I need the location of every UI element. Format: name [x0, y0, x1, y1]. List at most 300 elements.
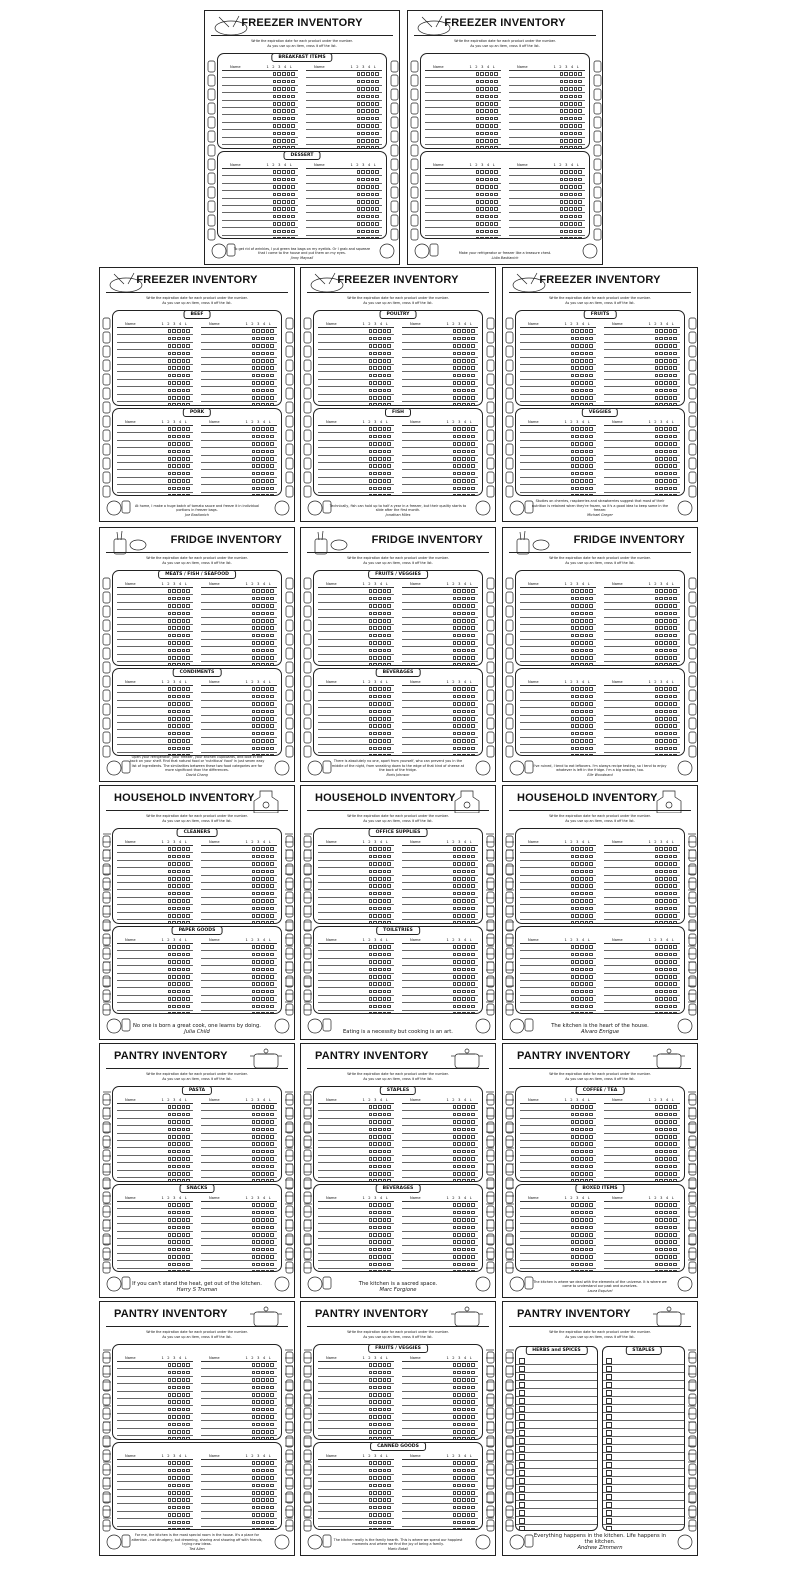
expiration-checkbox[interactable]	[664, 1172, 668, 1176]
expiration-checkbox[interactable]	[252, 604, 256, 608]
expiration-checkbox[interactable]	[664, 1142, 668, 1146]
expiration-checkbox[interactable]	[580, 710, 584, 714]
expiration-checkbox[interactable]	[186, 494, 190, 496]
expiration-checkbox[interactable]	[580, 435, 584, 439]
expiration-checkbox[interactable]	[252, 337, 256, 341]
expiration-checkbox[interactable]	[383, 717, 387, 721]
expiration-checkbox[interactable]	[287, 87, 291, 91]
expiration-checkbox[interactable]	[387, 739, 391, 743]
expiration-checkbox[interactable]	[378, 1270, 382, 1272]
table-row[interactable]	[201, 1003, 277, 1010]
table-row[interactable]	[402, 426, 478, 433]
expiration-checkbox[interactable]	[252, 1105, 256, 1109]
table-row[interactable]	[604, 1246, 680, 1253]
expiration-checkbox[interactable]	[266, 1203, 270, 1207]
expiration-checkbox[interactable]	[571, 1150, 575, 1154]
expiration-checkbox[interactable]	[266, 344, 270, 348]
expiration-checkbox[interactable]	[457, 656, 461, 660]
expiration-checkbox[interactable]	[172, 747, 176, 751]
expiration-checkbox[interactable]	[457, 1203, 461, 1207]
expiration-checkbox[interactable]	[256, 717, 260, 721]
expiration-checkbox[interactable]	[383, 487, 387, 491]
expiration-checkbox[interactable]	[387, 663, 391, 666]
table-row[interactable]	[318, 610, 394, 617]
table-row[interactable]	[306, 213, 382, 220]
table-row[interactable]	[402, 861, 478, 868]
expiration-checkbox[interactable]	[378, 1255, 382, 1259]
expiration-checkbox[interactable]	[574, 200, 578, 204]
expiration-checkbox[interactable]	[266, 389, 270, 393]
table-row[interactable]	[520, 1111, 596, 1118]
expiration-checkbox[interactable]	[387, 1157, 391, 1161]
table-row[interactable]	[402, 1224, 478, 1231]
table-row[interactable]	[201, 868, 277, 875]
expiration-checkbox[interactable]	[467, 717, 471, 721]
expiration-checkbox[interactable]	[261, 732, 265, 736]
expiration-checkbox[interactable]	[261, 739, 265, 743]
expiration-checkbox[interactable]	[186, 945, 190, 949]
expiration-checkbox[interactable]	[266, 754, 270, 756]
expiration-checkbox[interactable]	[574, 139, 578, 143]
expiration-checkbox[interactable]	[580, 1165, 584, 1169]
expiration-checkbox[interactable]	[383, 1430, 387, 1434]
expiration-checkbox[interactable]	[467, 1461, 471, 1465]
expiration-checkbox[interactable]	[673, 1240, 677, 1244]
expiration-checkbox[interactable]	[574, 132, 578, 136]
expiration-checkbox[interactable]	[168, 337, 172, 341]
expiration-checkbox[interactable]	[177, 968, 181, 972]
expiration-checkbox[interactable]	[659, 472, 663, 476]
table-row[interactable]	[318, 701, 394, 708]
expiration-checkbox[interactable]	[369, 1506, 373, 1510]
expiration-checkbox[interactable]	[664, 921, 668, 924]
table-row[interactable]	[318, 686, 394, 693]
expiration-checkbox[interactable]	[270, 1476, 274, 1480]
expiration-checkbox[interactable]	[589, 975, 593, 979]
expiration-checkbox[interactable]	[177, 1142, 181, 1146]
table-row[interactable]	[318, 463, 394, 470]
expiration-checkbox[interactable]	[182, 899, 186, 903]
expiration-checkbox[interactable]	[261, 1363, 265, 1367]
expiration-checkbox[interactable]	[177, 907, 181, 911]
expiration-checkbox[interactable]	[471, 862, 475, 866]
table-row[interactable]	[201, 876, 277, 883]
table-row[interactable]	[402, 640, 478, 647]
expiration-checkbox[interactable]	[575, 604, 579, 608]
expiration-checkbox[interactable]	[369, 968, 373, 972]
expiration-checkbox[interactable]	[457, 403, 461, 406]
expiration-checkbox[interactable]	[462, 589, 466, 593]
expiration-checkbox[interactable]	[172, 1120, 176, 1124]
expiration-checkbox[interactable]	[168, 1437, 172, 1440]
expiration-checkbox[interactable]	[172, 464, 176, 468]
expiration-checkbox[interactable]	[453, 862, 457, 866]
expiration-checkbox[interactable]	[168, 612, 172, 616]
expiration-checkbox[interactable]	[664, 450, 668, 454]
table-row[interactable]	[117, 603, 193, 610]
expiration-checkbox[interactable]	[378, 435, 382, 439]
expiration-checkbox[interactable]	[277, 222, 281, 226]
expiration-checkbox[interactable]	[172, 1150, 176, 1154]
expiration-checkbox[interactable]	[168, 1240, 172, 1244]
expiration-checkbox[interactable]	[575, 877, 579, 881]
expiration-checkbox[interactable]	[490, 80, 494, 84]
expiration-checkbox[interactable]	[373, 1226, 377, 1230]
table-row[interactable]	[117, 448, 193, 455]
expiration-checkbox[interactable]	[256, 695, 260, 699]
expiration-checkbox[interactable]	[273, 87, 277, 91]
expiration-checkbox[interactable]	[471, 899, 475, 903]
expiration-checkbox[interactable]	[369, 953, 373, 957]
expiration-checkbox[interactable]	[186, 1521, 190, 1525]
expiration-checkbox[interactable]	[177, 687, 181, 691]
check-box[interactable]	[519, 1486, 525, 1492]
expiration-checkbox[interactable]	[177, 329, 181, 333]
table-row[interactable]	[201, 1134, 277, 1141]
expiration-checkbox[interactable]	[177, 464, 181, 468]
expiration-checkbox[interactable]	[453, 754, 457, 756]
expiration-checkbox[interactable]	[182, 1528, 186, 1530]
table-row[interactable]	[201, 588, 277, 595]
expiration-checkbox[interactable]	[467, 739, 471, 743]
table-row[interactable]	[117, 470, 193, 477]
expiration-checkbox[interactable]	[471, 990, 475, 994]
table-row[interactable]	[604, 920, 680, 924]
expiration-checkbox[interactable]	[361, 109, 365, 113]
expiration-checkbox[interactable]	[673, 612, 677, 616]
expiration-checkbox[interactable]	[261, 1165, 265, 1169]
expiration-checkbox[interactable]	[256, 604, 260, 608]
expiration-checkbox[interactable]	[467, 589, 471, 593]
expiration-checkbox[interactable]	[387, 1105, 391, 1109]
expiration-checkbox[interactable]	[575, 702, 579, 706]
expiration-checkbox[interactable]	[585, 1150, 589, 1154]
expiration-checkbox[interactable]	[673, 870, 677, 874]
table-row[interactable]	[117, 883, 193, 890]
table-row[interactable]	[520, 951, 596, 958]
expiration-checkbox[interactable]	[467, 381, 471, 385]
expiration-checkbox[interactable]	[168, 724, 172, 728]
expiration-checkbox[interactable]	[371, 109, 375, 113]
expiration-checkbox[interactable]	[261, 487, 265, 491]
expiration-checkbox[interactable]	[177, 702, 181, 706]
expiration-checkbox[interactable]	[261, 1120, 265, 1124]
expiration-checkbox[interactable]	[172, 337, 176, 341]
expiration-checkbox[interactable]	[673, 1165, 677, 1169]
expiration-checkbox[interactable]	[462, 1203, 466, 1207]
expiration-checkbox[interactable]	[172, 1270, 176, 1272]
expiration-checkbox[interactable]	[270, 1240, 274, 1244]
expiration-checkbox[interactable]	[574, 80, 578, 84]
expiration-checkbox[interactable]	[182, 1386, 186, 1390]
expiration-checkbox[interactable]	[168, 945, 172, 949]
table-row[interactable]	[402, 898, 478, 905]
expiration-checkbox[interactable]	[655, 1120, 659, 1124]
expiration-checkbox[interactable]	[585, 747, 589, 751]
table-row[interactable]	[318, 1239, 394, 1246]
expiration-checkbox[interactable]	[575, 464, 579, 468]
expiration-checkbox[interactable]	[575, 612, 579, 616]
expiration-checkbox[interactable]	[664, 1179, 668, 1182]
expiration-checkbox[interactable]	[571, 717, 575, 721]
expiration-checkbox[interactable]	[186, 457, 190, 461]
expiration-checkbox[interactable]	[378, 663, 382, 666]
table-row[interactable]	[402, 387, 478, 394]
expiration-checkbox[interactable]	[182, 626, 186, 630]
expiration-checkbox[interactable]	[172, 1218, 176, 1222]
expiration-checkbox[interactable]	[266, 1528, 270, 1530]
table-row[interactable]	[201, 883, 277, 890]
expiration-checkbox[interactable]	[664, 597, 668, 601]
table-row[interactable]	[425, 191, 501, 198]
expiration-checkbox[interactable]	[182, 847, 186, 851]
expiration-checkbox[interactable]	[462, 359, 466, 363]
expiration-checkbox[interactable]	[373, 1386, 377, 1390]
expiration-checkbox[interactable]	[383, 1105, 387, 1109]
expiration-checkbox[interactable]	[664, 862, 668, 866]
table-row[interactable]	[604, 853, 680, 860]
expiration-checkbox[interactable]	[589, 1120, 593, 1124]
table-row[interactable]	[402, 913, 478, 920]
expiration-checkbox[interactable]	[673, 1218, 677, 1222]
expiration-checkbox[interactable]	[669, 884, 673, 888]
expiration-checkbox[interactable]	[457, 975, 461, 979]
expiration-checkbox[interactable]	[361, 207, 365, 211]
check-box[interactable]	[519, 1398, 525, 1404]
expiration-checkbox[interactable]	[471, 1461, 475, 1465]
expiration-checkbox[interactable]	[664, 1248, 668, 1252]
expiration-checkbox[interactable]	[453, 982, 457, 986]
expiration-checkbox[interactable]	[453, 945, 457, 949]
expiration-checkbox[interactable]	[457, 1128, 461, 1132]
expiration-checkbox[interactable]	[266, 366, 270, 370]
expiration-checkbox[interactable]	[669, 921, 673, 924]
expiration-checkbox[interactable]	[270, 663, 274, 666]
expiration-checkbox[interactable]	[252, 1400, 256, 1404]
expiration-checkbox[interactable]	[256, 1012, 260, 1014]
expiration-checkbox[interactable]	[186, 427, 190, 431]
expiration-checkbox[interactable]	[177, 1270, 181, 1272]
expiration-checkbox[interactable]	[471, 754, 475, 756]
table-row[interactable]	[604, 372, 680, 379]
expiration-checkbox[interactable]	[387, 472, 391, 476]
expiration-checkbox[interactable]	[571, 997, 575, 1001]
table-row[interactable]	[318, 1104, 394, 1111]
expiration-checkbox[interactable]	[564, 117, 568, 121]
expiration-checkbox[interactable]	[580, 1150, 584, 1154]
table-row[interactable]	[402, 1369, 478, 1376]
expiration-checkbox[interactable]	[669, 724, 673, 728]
expiration-checkbox[interactable]	[261, 366, 265, 370]
expiration-checkbox[interactable]	[252, 366, 256, 370]
expiration-checkbox[interactable]	[589, 381, 593, 385]
expiration-checkbox[interactable]	[366, 178, 370, 182]
expiration-checkbox[interactable]	[182, 1521, 186, 1525]
expiration-checkbox[interactable]	[673, 1211, 677, 1215]
expiration-checkbox[interactable]	[186, 921, 190, 924]
table-row[interactable]	[520, 1269, 596, 1272]
table-row[interactable]	[604, 595, 680, 602]
expiration-checkbox[interactable]	[383, 884, 387, 888]
expiration-checkbox[interactable]	[252, 1012, 256, 1014]
expiration-checkbox[interactable]	[471, 1386, 475, 1390]
expiration-checkbox[interactable]	[673, 732, 677, 736]
expiration-checkbox[interactable]	[457, 1506, 461, 1510]
expiration-checkbox[interactable]	[256, 494, 260, 496]
table-row[interactable]	[402, 974, 478, 981]
expiration-checkbox[interactable]	[252, 427, 256, 431]
expiration-checkbox[interactable]	[378, 1521, 382, 1525]
table-row[interactable]	[201, 1406, 277, 1413]
expiration-checkbox[interactable]	[266, 337, 270, 341]
expiration-checkbox[interactable]	[580, 997, 584, 1001]
expiration-checkbox[interactable]	[490, 102, 494, 106]
table-row[interactable]	[318, 372, 394, 379]
expiration-checkbox[interactable]	[471, 1378, 475, 1382]
expiration-checkbox[interactable]	[560, 178, 564, 182]
expiration-checkbox[interactable]	[266, 732, 270, 736]
expiration-checkbox[interactable]	[383, 1150, 387, 1154]
expiration-checkbox[interactable]	[261, 1423, 265, 1427]
expiration-checkbox[interactable]	[383, 687, 387, 691]
expiration-checkbox[interactable]	[471, 427, 475, 431]
expiration-checkbox[interactable]	[655, 352, 659, 356]
expiration-checkbox[interactable]	[168, 1233, 172, 1237]
expiration-checkbox[interactable]	[457, 487, 461, 491]
expiration-checkbox[interactable]	[378, 389, 382, 393]
expiration-checkbox[interactable]	[172, 1157, 176, 1161]
expiration-checkbox[interactable]	[467, 982, 471, 986]
check-box[interactable]	[606, 1406, 612, 1412]
table-row[interactable]	[117, 387, 193, 394]
expiration-checkbox[interactable]	[182, 1172, 186, 1176]
expiration-checkbox[interactable]	[655, 982, 659, 986]
expiration-checkbox[interactable]	[182, 1157, 186, 1161]
table-row[interactable]	[604, 625, 680, 632]
expiration-checkbox[interactable]	[655, 337, 659, 341]
expiration-checkbox[interactable]	[373, 1150, 377, 1154]
expiration-checkbox[interactable]	[462, 472, 466, 476]
expiration-checkbox[interactable]	[282, 185, 286, 189]
expiration-checkbox[interactable]	[387, 396, 391, 400]
expiration-checkbox[interactable]	[589, 870, 593, 874]
table-row[interactable]	[222, 115, 298, 122]
expiration-checkbox[interactable]	[378, 641, 382, 645]
expiration-checkbox[interactable]	[387, 945, 391, 949]
expiration-checkbox[interactable]	[664, 739, 668, 743]
table-row[interactable]	[520, 723, 596, 730]
expiration-checkbox[interactable]	[490, 237, 494, 239]
expiration-checkbox[interactable]	[387, 374, 391, 378]
expiration-checkbox[interactable]	[571, 1165, 575, 1169]
table-row[interactable]	[425, 228, 501, 235]
checklist-row[interactable]	[516, 1373, 597, 1381]
expiration-checkbox[interactable]	[270, 1408, 274, 1412]
expiration-checkbox[interactable]	[560, 185, 564, 189]
expiration-checkbox[interactable]	[571, 396, 575, 400]
expiration-checkbox[interactable]	[462, 1393, 466, 1397]
table-row[interactable]	[509, 78, 585, 85]
expiration-checkbox[interactable]	[168, 479, 172, 483]
expiration-checkbox[interactable]	[270, 877, 274, 881]
expiration-checkbox[interactable]	[453, 1135, 457, 1139]
expiration-checkbox[interactable]	[168, 1135, 172, 1139]
expiration-checkbox[interactable]	[571, 724, 575, 728]
expiration-checkbox[interactable]	[589, 997, 593, 1001]
expiration-checkbox[interactable]	[471, 396, 475, 400]
expiration-checkbox[interactable]	[467, 1226, 471, 1230]
expiration-checkbox[interactable]	[659, 1179, 663, 1182]
expiration-checkbox[interactable]	[373, 1484, 377, 1488]
expiration-checkbox[interactable]	[664, 899, 668, 903]
expiration-checkbox[interactable]	[266, 1150, 270, 1154]
expiration-checkbox[interactable]	[457, 1528, 461, 1530]
expiration-checkbox[interactable]	[580, 472, 584, 476]
expiration-checkbox[interactable]	[383, 1203, 387, 1207]
expiration-checkbox[interactable]	[494, 117, 498, 121]
expiration-checkbox[interactable]	[485, 95, 489, 99]
expiration-checkbox[interactable]	[256, 1263, 260, 1267]
table-row[interactable]	[306, 123, 382, 130]
expiration-checkbox[interactable]	[467, 695, 471, 699]
expiration-checkbox[interactable]	[571, 352, 575, 356]
expiration-checkbox[interactable]	[462, 337, 466, 341]
expiration-checkbox[interactable]	[462, 975, 466, 979]
expiration-checkbox[interactable]	[490, 207, 494, 211]
expiration-checkbox[interactable]	[453, 597, 457, 601]
expiration-checkbox[interactable]	[256, 472, 260, 476]
expiration-checkbox[interactable]	[673, 1113, 677, 1117]
expiration-checkbox[interactable]	[453, 1521, 457, 1525]
expiration-checkbox[interactable]	[168, 877, 172, 881]
expiration-checkbox[interactable]	[471, 1255, 475, 1259]
table-row[interactable]	[425, 206, 501, 213]
table-row[interactable]	[604, 861, 680, 868]
expiration-checkbox[interactable]	[371, 146, 375, 149]
table-row[interactable]	[117, 380, 193, 387]
table-row[interactable]	[604, 380, 680, 387]
expiration-checkbox[interactable]	[182, 870, 186, 874]
expiration-checkbox[interactable]	[467, 479, 471, 483]
expiration-checkbox[interactable]	[387, 435, 391, 439]
table-row[interactable]	[604, 890, 680, 897]
expiration-checkbox[interactable]	[453, 855, 457, 859]
table-row[interactable]	[604, 1217, 680, 1224]
expiration-checkbox[interactable]	[378, 1469, 382, 1473]
expiration-checkbox[interactable]	[378, 1240, 382, 1244]
expiration-checkbox[interactable]	[182, 604, 186, 608]
expiration-checkbox[interactable]	[357, 146, 361, 149]
table-row[interactable]	[318, 913, 394, 920]
table-row[interactable]	[306, 78, 382, 85]
expiration-checkbox[interactable]	[457, 389, 461, 393]
table-row[interactable]	[402, 890, 478, 897]
expiration-checkbox[interactable]	[369, 1248, 373, 1252]
expiration-checkbox[interactable]	[373, 877, 377, 881]
table-row[interactable]	[520, 701, 596, 708]
expiration-checkbox[interactable]	[378, 754, 382, 756]
expiration-checkbox[interactable]	[186, 847, 190, 851]
expiration-checkbox[interactable]	[252, 1128, 256, 1132]
expiration-checkbox[interactable]	[256, 1179, 260, 1182]
expiration-checkbox[interactable]	[669, 1226, 673, 1230]
table-row[interactable]	[318, 1232, 394, 1239]
expiration-checkbox[interactable]	[457, 1263, 461, 1267]
expiration-checkbox[interactable]	[589, 960, 593, 964]
expiration-checkbox[interactable]	[168, 1393, 172, 1397]
expiration-checkbox[interactable]	[270, 1142, 274, 1146]
expiration-checkbox[interactable]	[252, 1408, 256, 1412]
